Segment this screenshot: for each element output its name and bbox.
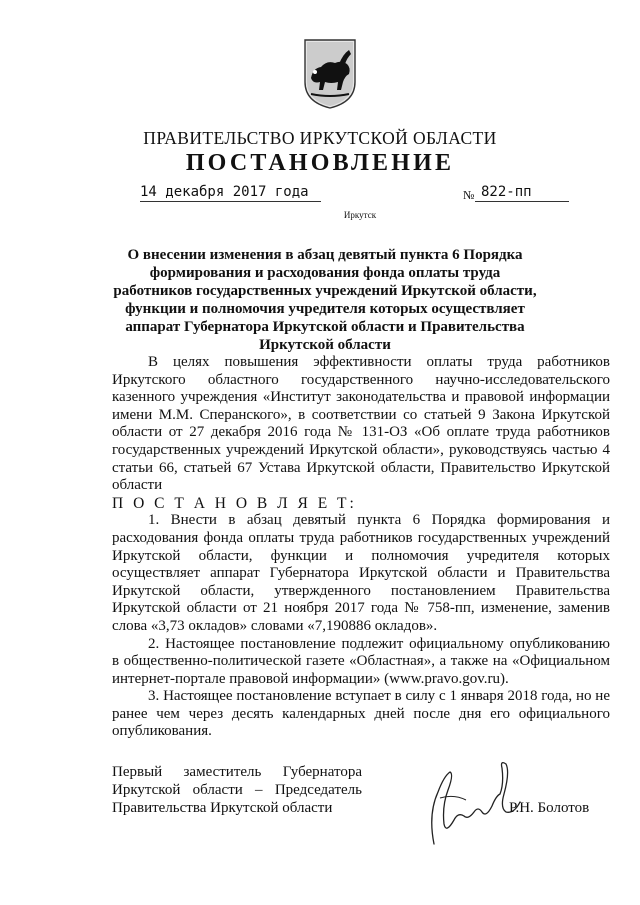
item-paragraph: 3. Настоящее постановление вступает в силу с 1 января 2018 года, но не ранее чем через десять календарных дней после дня его официального опубликования. (112, 688, 610, 740)
position-line: Правительства Иркутской области (112, 799, 333, 816)
document-heading: О внесении изменения в абзац девятый пункта 6 Порядка формирования и расходования фонда оплаты труда работников государственных учреждений Иркутской области, функции и полномочия учредителя которых осуществляет аппарат Губернатора Иркутской области и Правительства Иркутской области (113, 247, 537, 353)
document-date: 14 декабря 2017 года (140, 184, 321, 202)
government-name: ПРАВИТЕЛЬСТВО ИРКУТСКОЙ ОБЛАСТИ (143, 128, 497, 148)
item-paragraph: 2. Настоящее постановление подлежит официальному опубликованию в общественно-политической газете «Областная», а также на «Официальном интернет-портале правовой информации» (www.pravo.gov.ru). (112, 635, 610, 687)
item-paragraph: 1. Внести в абзац девятый пункта 6 Порядка формирования и расходования фонда оплаты труда работников государственных учреждений Иркутской области, функции и полномочия учредителя которых осуществляет аппарат Губернатора Иркутской области и Правительства Иркутской области, утвержденного постановлением Правительства Иркутской области от 21 ноября 2017 года № 758-пп, изменение, заменив слова «3,73 окладов» словами «7,190886 окладов». (112, 512, 610, 634)
signatory-position (112, 764, 362, 817)
resolves-label: П О С Т А Н О В Л Я Е Т: (112, 494, 357, 512)
preamble-paragraph: В целях повышения эффективности оплаты труда работников Иркутского областного государственного научно-исследовательского казенного учреждения «Институт законодательства и правовой информации имени М.М. Сперанского», в соответствии со статьей 9 Закона Иркутской области от 27 декабря 2016 года № 131-ОЗ «Об оплате труда работников государственных учреждений Иркутской области», руководствуясь частью 4 статьи 66, статьей 67 Устава Иркутской области, Правительство Иркутской области (112, 354, 610, 494)
document-type: ПОСТАНОВЛЕНИЕ (185, 150, 455, 176)
document-city: Иркутск (343, 210, 377, 220)
position-line: Иркутской области – Председатель (112, 781, 362, 798)
position-line: Первый заместитель Губернатора (112, 764, 362, 780)
number-sign: № (463, 188, 475, 202)
signatory-name: Р.Н. Болотов (509, 800, 590, 816)
document-body (112, 354, 610, 741)
document-number: 822-пп (475, 184, 569, 202)
coat-of-arms-emblem (301, 38, 359, 110)
